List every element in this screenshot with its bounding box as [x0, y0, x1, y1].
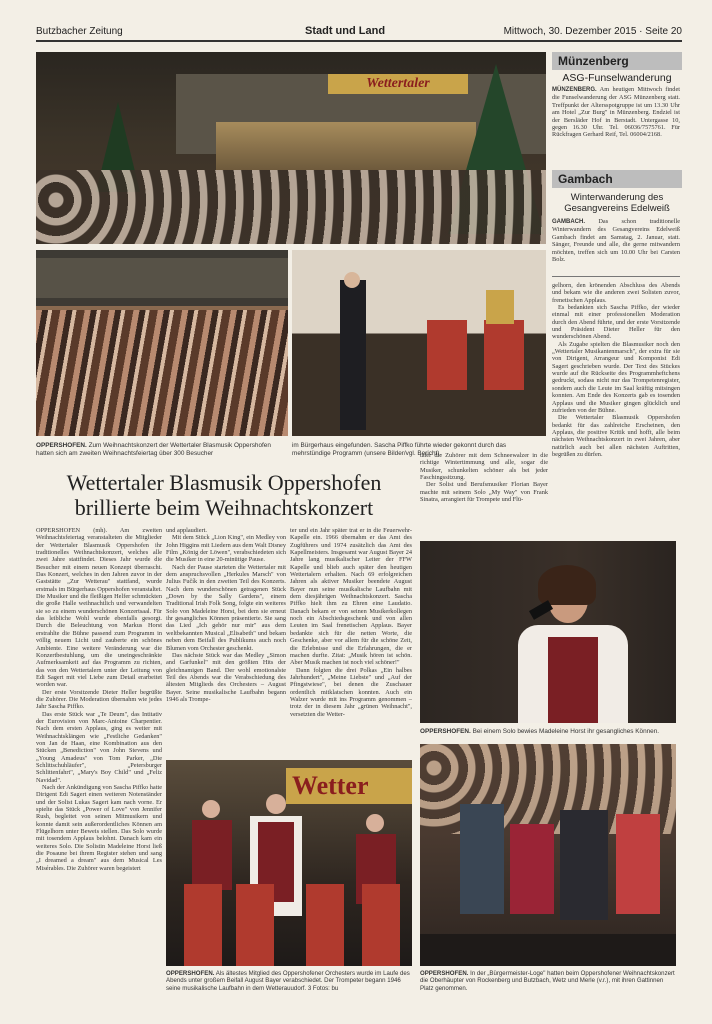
caption-concert-continued: im Bürgerhaus eingefunden. Sascha Piffko führte wieder gekonnt durch das mehrstündige Programm (unsere Bilder/vgl. Bericht).	[292, 442, 507, 457]
caption-buergermeister-loge	[420, 970, 676, 992]
article-column-5	[552, 282, 680, 538]
headline-line-2: brillierte beim Weihnachtskonzert	[74, 495, 374, 520]
caption-place: OPPERSHOFEN.	[36, 442, 87, 449]
paragraph: ter und ein Jahr später trat er in die Feuerwehr-Kapelle ein. 1966 übernahm er das Amt des Zugführers und 1974 zusätzlich das Amt des Kapellmeisters. Insgesamt war August Bayer 24 Jahre lang musikalischer Leiter der FFW Kapelle und blieb auch später den heutigen Wettertalern erhalten. Nach 69 erfolgreichen Jahren als aktiver Musiker beendete August Bayer nun seine musikalische Laufbahn mit dem diesjährigen Weihnachtskonzert. Sascha Piffko hielt ihm zu Ehren eine Laudatio. Danach bekam er von seinen Musikerkollegen noch ein Abschiedsgeschenk und von allen Leuten im Saal frenetischen Applaus. Bayer bedankte sich für die netten Worte, die Geschenke, aber vor allem für die schöne Zeit, die Erlebnisse und die Erfahrungen, die er machen durfte. Zitat: „Musik hören ist schön. Aber Musik machen ist noch viel schöner!"	[290, 527, 412, 667]
sidebar-text-gambach	[552, 218, 680, 263]
photo-moderator	[292, 250, 546, 436]
paragraph: OPPERSHOFEN (mh). Am zweiten Weihnachtsfeiertag veranstalteten die Mitglieder der Wettertaler Blasmusik Oppershofen ihr traditionelles Weihnachtskonzert, welches alle zwei Jahre stattfindet. Dieses Jahr wurde die Besucher mit einem neuen Konzept überrascht. Das Konzert, welches in den Jahren zuvor in der Gaststätte „Zur Wetterau" stattfand, wurde erstmals im Bürgerhaus Oppershofen veranstaltet. Die Musiker und die fleißigen Helfer schmückten die große Halle weihnachtlich und verwandelten sie so zu einem wunderschönen Konzertsaal. Für das leibliche Wohl wurde ebenfalls gesorgt. Durch die Beleuchtung von Markus Horst erstrahlte die Bühne passend zum Programm in völlig neuem Licht und zauberte ein schönes Ambiente. Eine weitere Veränderung war die Konzertbestuhlung, um die uneingeschränkte Aufmerksamkeit auf das Programm zu richten, das von den Wettertalern unter der Leitung von Edi Sagert mit viel Liebe zum Detail erarbeitet worden war.	[36, 527, 162, 689]
sidebar-place: GAMBACH.	[552, 219, 585, 225]
paragraph: Das nächste Stück war das Medley „Simon and Garfunkel" mit den größten Hits der gleichnamigen Band. Der wohl emotionalste Teil des Abends war die Verabschiedung des ältesten Mitglieds des Orchesters – August Bayer. Seine musikalische Laufbahn begann 1946 als Trompe-	[166, 651, 286, 703]
paragraph: Nach der Pause starteten die Wettertaler mit dem anspruchsvollen „Herkules Marsch" von Julius Fučík in den zweiten Teil des Konzerts. Nach dem wunderschönen getragenen Stück „Down by the Sally Gardens", einem Traditional Irish Folk Song, folgte ein weiteres Solo von Madeleine Horst, bei dem sie erneut ihr gesangliches Können präsentierte. Sie sang das Lied „Ich gehör nur mir" aus dem weltbekannten Musical „Elisabeth" und bekam neben dem Beifall des Publikums auch noch Blumen vom Orchester geschenkt.	[166, 563, 286, 652]
caption-text: Bei einem Solo bewies Madeleine Horst ihr gesangliches Können.	[472, 728, 660, 735]
sidebar-subtitle: ASG-Funselwanderung	[562, 72, 672, 84]
sidebar-subtitle: Winterwanderung des Gesangvereins Edelweiß	[564, 192, 670, 214]
paragraph: gelhorn, den krönenden Abschluss des Abends und bekam wie die anderen zwei Solisten zuvor, frenetischen Applaus.	[552, 282, 680, 304]
caption-place: OPPERSHOFEN.	[420, 728, 471, 735]
stage-banner: Wettertaler	[328, 74, 468, 94]
sidebar-heading-muenzenberg: Münzenberg	[552, 52, 682, 70]
paragraph: Das erste Stück war „Te Deum", das Intitativ der Eurovision von Marc-Antoine Charpentier. Nach dem ersten Applaus, ging es weiter mit Weihnachtsklängen wie „Festliche Gedanken" von Jan de Haan, eine Kombination aus den Stücken „Benediction" von John Stevens und „Young Amadeus" von Tom Parker, „Die Schlittschuhläufer", „Petersburger Schlittenfahrt", „Mary's Boy Child" und „Feliz Navidad".	[36, 710, 162, 784]
caption-text: In der „Bürgermeister-Loge" hatten beim Oppershofener Weihnachtskonzert die Oberhäupter von Rockenberg und Butzbach, Wetz und Merle (v.r.), mit ihren Gattinnen Platz genommen.	[420, 970, 675, 992]
photo-singer	[420, 541, 676, 723]
paragraph: taler die Zuhörer mit dem Schneewalzer in die richtige Wintertimmung und alle, sogar die Musiker, schunkelten schöner als bei jeder Faschingssitzung.	[420, 452, 548, 482]
article-column-3	[290, 527, 412, 757]
caption-text: Zum Weihnachtskonzert der Wettertaler Blasmusik Oppershofen hatten sich am zweiten Weihnachtsfeiertag über 300 Besucher	[36, 442, 271, 457]
section-title: Stadt und Land	[305, 25, 386, 37]
paragraph: Der erste Vorsitzende Dieter Heller begrüßte die Zuhörer. Die Moderation übernahm wie jedes Jahr Sascha Piffko.	[36, 688, 162, 711]
sidebar-divider	[552, 276, 680, 277]
photo-audience	[36, 250, 288, 436]
stage-banner-bottom: Wetter	[286, 768, 412, 804]
photo-credit: 3 Fotos: bu	[307, 984, 339, 992]
paragraph: Mit dem Stück „Lion King", ein Medley von John Higgins mit Liedern aus dem Walt Disney Film „König der Löwen", verabschiedeten sich die Musiker in eine 20-minütige Pause.	[166, 534, 286, 564]
caption-place: OPPERSHOFEN.	[166, 970, 215, 977]
caption-singer	[420, 728, 676, 736]
photo-buergermeister-loge	[420, 744, 676, 966]
article-column-4	[420, 452, 548, 538]
header-rule	[36, 40, 682, 42]
sidebar-text-muenzenberg	[552, 86, 680, 139]
article-headline	[36, 470, 412, 520]
paragraph: und applaudiert.	[166, 527, 207, 534]
caption-place: OPPERSHOFEN.	[420, 970, 469, 977]
article-column-2	[166, 527, 286, 757]
paragraph: Es bedankten sich Sascha Piffko, der wieder einmal mit einer professionellen Moderation durch den Abend führte, und der erste Vorsitzende und Präsident Dieter Heller für den wunderschönen Abend.	[552, 304, 680, 341]
sidebar-heading-gambach: Gambach	[552, 170, 682, 188]
newspaper-name: Butzbacher Zeitung	[36, 26, 123, 37]
paragraph: Als Zugabe spielten die Blasmusiker noch den „Wettertaler Musikantenmarsch", der extra für sie von Dirigent, Arrangeur und Komponist Edi Sagert geschrieben wurde. Der Text des Stückes wurde auf die Rückseite des Programmheftchens gedruckt, sodass nicht nur das Trompetenregister, sondern auch die Leute im Saal kräftig mitsingen konnten. Am Ende des Konzerts gab es tosenden Applaus und die Musiker gingen glücklich und zufrieden von der Bühne.	[552, 340, 680, 414]
paragraph: Nach der Ankündigung von Sascha Piffko hatte Dirigent Edi Sagert einen weiteren Notenständer und der Solist Lukas Sagert kam nach vorne. Er spielte das Stück „Power of Love" von Jennifer Rush, begleitet von seinen Mitmusikern und konnte damit sein außerordentliches Können am Flügelhorn unter Beweis stellen. Das Solo wurde mit tosendem Applaus belohnt. Danach kam ein weiteres Solo. Die Solistin Madeleine Horst ließ die Posaune bei ihrem Register stehen und sang „I dreamed a dream" aus dem Musical Les Misérables. Die Zuhörer waren begeistert	[36, 784, 162, 872]
caption-text: Als ältestes Mitglied des Oppershofener Orchesters wurde im Laufe des Abends unter großem Beifall August Bayer verabschiedet. Der Trompeter begann 1946 seine musikalische Laufbahn in dem Wetterauudorf.	[166, 970, 410, 992]
caption-concert	[36, 442, 288, 457]
paragraph: Dann folgten die drei Polkas „Ein halbes Jahrhundert", „Meine Liebste" und „Auf der Pfingstwiese", bei denen die Zuschauer ordentlich mitklatschen konnten. Auch ein Walzer wurde mit ins Programm genommen – trotz der in diesem Jahr „grünen Weihnacht", versetzten die Wetter-	[290, 666, 412, 718]
sidebar-place: MÜNZENBERG.	[552, 87, 597, 93]
sidebar-body: Am heutigen Mittwoch findet die Funselwanderung der ASG Münzenberg statt. Treffpunkt der Altersspotgruppe ist um 13.30 Uhr am Hotel „Zur Burg" in Münzenberg. Endziel ist der Bersläder Hof in Berstadt. Untergasse 10, gegen 16.30 Uhr. Tel. 06036/7575761. Für Rückfragen Gerhard Reif, Tel. 06004/2168.	[552, 86, 680, 139]
paragraph: Der Solist und Berufsmusiker Florian Bayer machte mit seinem Solo „My Way" von Frank Sinatra, arrangiert für Trompete und Flü-	[420, 481, 548, 504]
photo-august-bayer	[166, 760, 412, 966]
sidebar-body: Das schon traditionelle Winterwandern des Gesangvereins Edelweiß Gambach findet am Samstag, 2. Januar, statt. Sänger, Freunde und alle, die gerne mitwandern möchten, treffen sich um 10.00 Uhr bei Carsten Bolz.	[552, 218, 681, 264]
photo-stage-concert	[36, 52, 546, 244]
paragraph: Die Wettertaler Blasmusik Oppershofen bedankt für das zahlreiche Erscheinen, den Applaus, die positive Kritik und hofft, alle beim nächsten Weihnachtskonzert in zwei Jahren, aber natürlich auch bei allen nächsten Auftritten, begrüßen zu dürfen.	[552, 414, 680, 458]
headline-line-1: Wettertaler Blasmusik Oppershofen	[66, 470, 382, 495]
caption-august-bayer	[166, 970, 412, 992]
date-and-page: Mittwoch, 30. Dezember 2015 · Seite 20	[503, 26, 682, 37]
article-column-1	[36, 527, 162, 997]
